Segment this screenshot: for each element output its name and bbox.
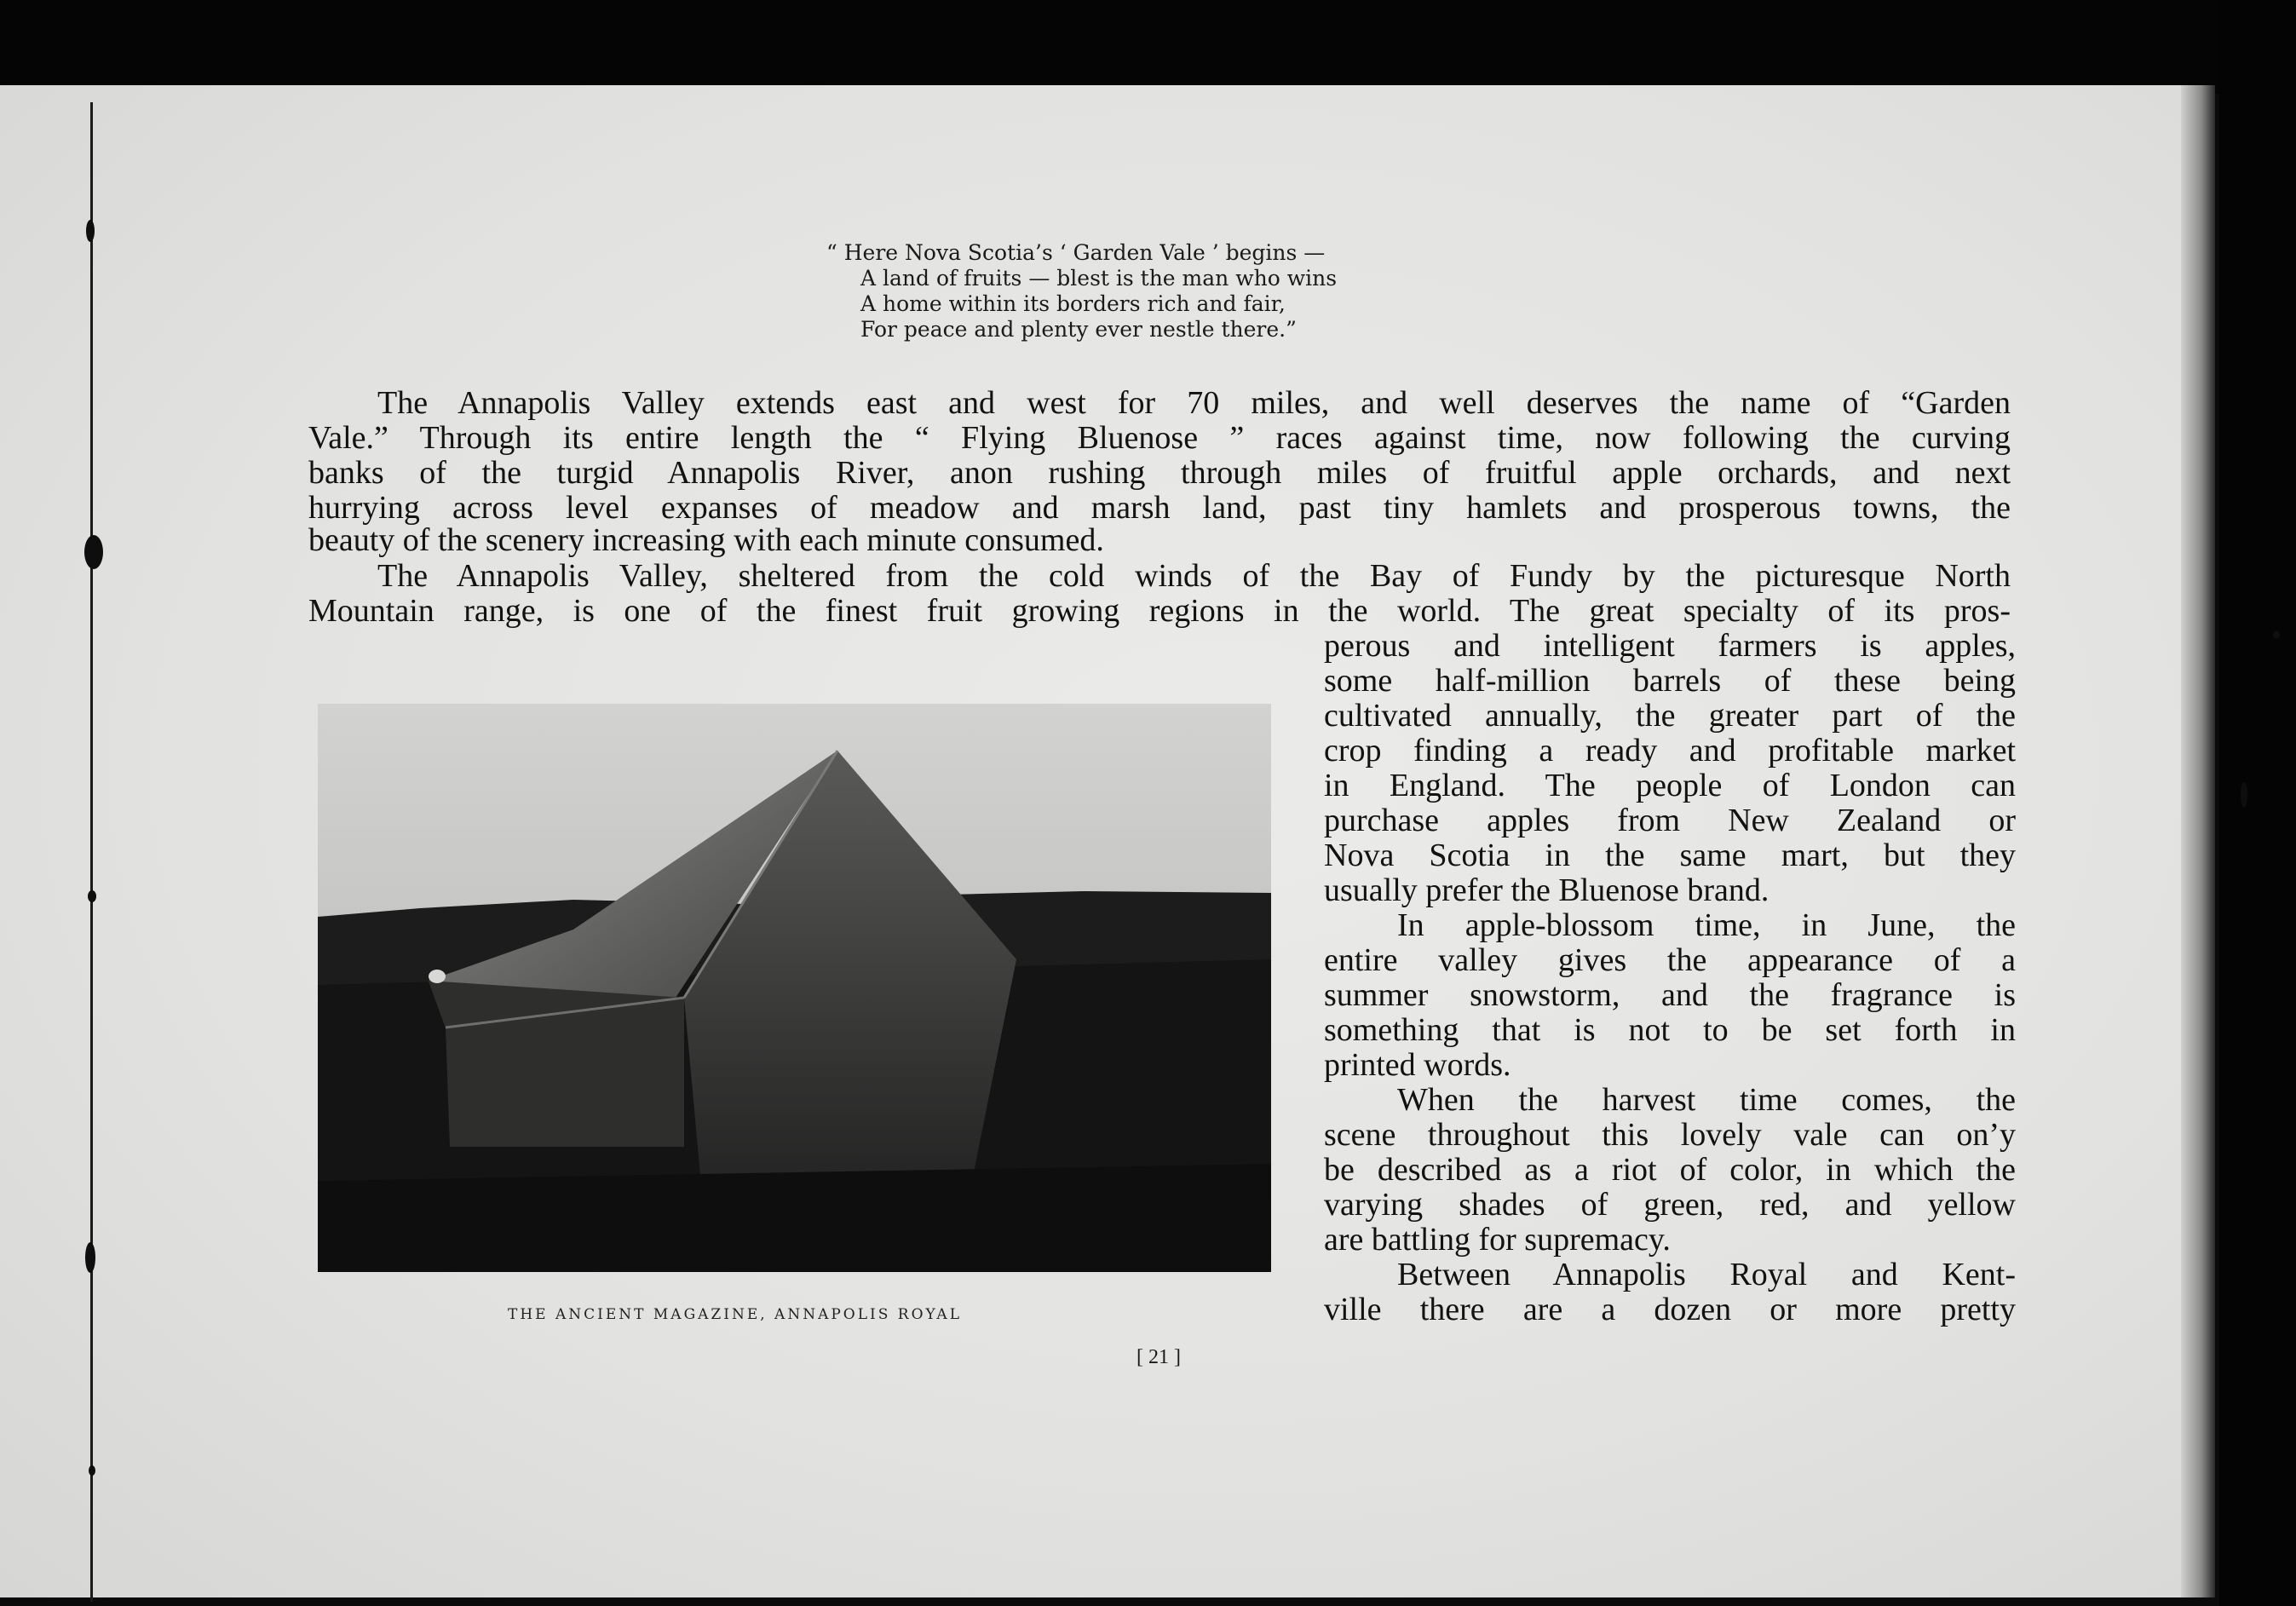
column-text-line: Between Annapolis Royal and Kent- bbox=[1397, 1257, 2016, 1292]
page-number: [ 21 ] bbox=[1136, 1346, 1181, 1368]
body-text-line: Vale.” Through its entire length the “ Flying Bluenose ” races against time, now following the curving bbox=[308, 420, 2011, 456]
column-text-line: are battling for supremacy. bbox=[1324, 1222, 1671, 1258]
column-text-line: scene throughout this lovely vale can on’y bbox=[1324, 1117, 2016, 1153]
binding-gutter-line bbox=[90, 102, 93, 1602]
poem-line: A land of fruits — blest is the man who wins bbox=[860, 266, 1338, 291]
column-text-line: When the harvest time comes, the bbox=[1397, 1082, 2016, 1118]
scan-top-border bbox=[0, 0, 2296, 94]
figure-caption: THE ANCIENT MAGAZINE, ANNAPOLIS ROYAL bbox=[508, 1306, 962, 1323]
binding-mark bbox=[89, 1465, 95, 1476]
stone-building-illustration bbox=[318, 704, 1271, 1272]
scan-right-border bbox=[2219, 0, 2296, 1606]
binding-mark bbox=[85, 1242, 95, 1273]
poem-line: A home within its borders rich and fair, bbox=[860, 291, 1286, 316]
column-text-line: perous and intelligent farmers is apples, bbox=[1324, 628, 2016, 664]
poem-line: For peace and plenty ever nestle there.” bbox=[860, 317, 1297, 342]
column-text-line: In apple-blossom time, in June, the bbox=[1397, 907, 2016, 943]
column-text-line: varying shades of green, red, and yellow bbox=[1324, 1187, 2016, 1223]
column-text-line: crop finding a ready and profitable market bbox=[1324, 733, 2016, 768]
column-text-line: in England. The people of London can bbox=[1324, 768, 2016, 803]
body-text-line: beauty of the scenery increasing with each minute consumed. bbox=[308, 522, 1104, 558]
scan-speck bbox=[2273, 630, 2280, 639]
body-text-line: hurrying across level expanses of meadow and marsh land, past tiny hamlets and prosperous towns, the bbox=[308, 490, 2011, 526]
body-text-line: The Annapolis Valley extends east and west for 70 miles, and well deserves the name of “Garden bbox=[377, 385, 2011, 421]
column-text-line: printed words. bbox=[1324, 1047, 1511, 1083]
column-text-line: usually prefer the Bluenose brand. bbox=[1324, 872, 1769, 908]
poem-line: “ Here Nova Scotia’s ‘ Garden Vale ’ begins — bbox=[826, 240, 1326, 265]
body-text-line: banks of the turgid Annapolis River, anon rushing through miles of fruitful apple orchards, and next bbox=[308, 455, 2011, 491]
column-text-line: Nova Scotia in the same mart, but they bbox=[1324, 838, 2016, 873]
column-text-line: ville there are a dozen or more pretty bbox=[1324, 1292, 2016, 1327]
binding-mark bbox=[86, 220, 95, 242]
column-text-line: something that is not to be set forth in bbox=[1324, 1012, 2016, 1048]
column-text-line: summer snowstorm, and the fragrance is bbox=[1324, 977, 2016, 1013]
column-text-line: entire valley gives the appearance of a bbox=[1324, 942, 2016, 978]
epigraph-poem bbox=[826, 240, 1474, 342]
column-text-line: cultivated annually, the greater part of the bbox=[1324, 698, 2016, 734]
magazine-photograph bbox=[318, 704, 1271, 1272]
binding-mark bbox=[88, 890, 96, 902]
scan-speck bbox=[2241, 782, 2247, 808]
column-text-line: be described as a riot of color, in which the bbox=[1324, 1152, 2016, 1188]
body-text-line: Mountain range, is one of the finest fruit growing regions in the world. The great specialty of its pros- bbox=[308, 593, 2011, 629]
column-text-line: some half-million barrels of these being bbox=[1324, 663, 2016, 699]
binding-mark bbox=[84, 535, 103, 569]
page-edge-shadow bbox=[2181, 85, 2215, 1597]
body-text-line: The Annapolis Valley, sheltered from the cold winds of the Bay of Fundy by the picturesque North bbox=[377, 558, 2011, 594]
column-text-line: purchase apples from New Zealand or bbox=[1324, 803, 2016, 838]
